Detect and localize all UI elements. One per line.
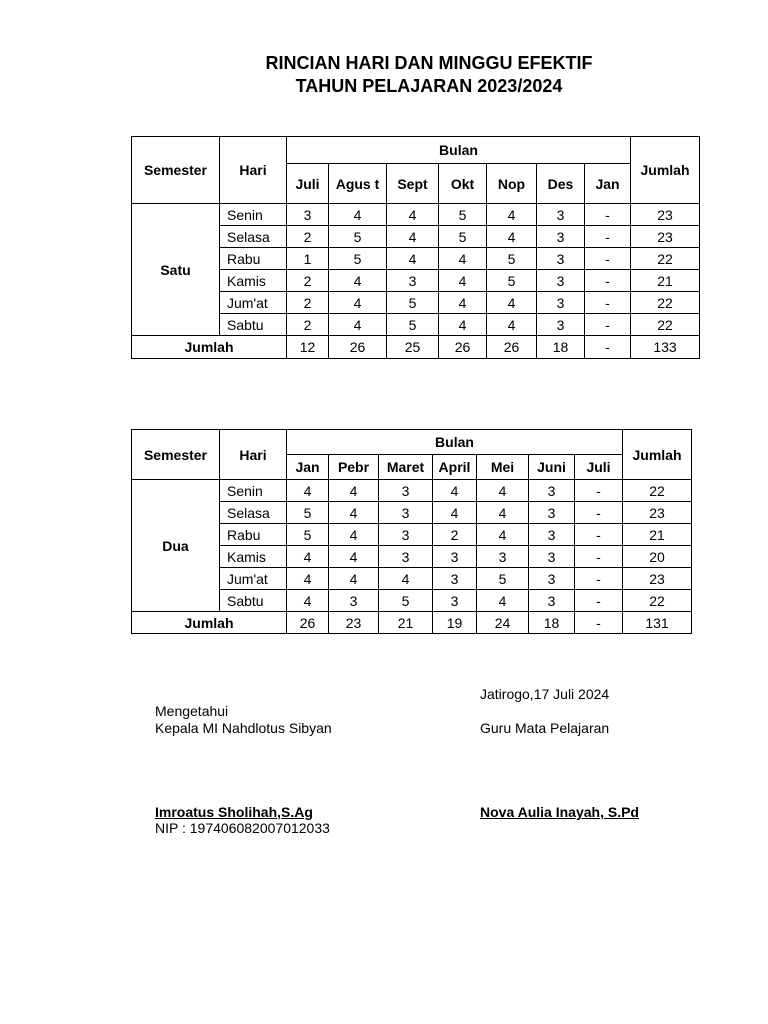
- month-header: Agus t: [329, 164, 387, 204]
- table-row: [132, 480, 692, 502]
- day-count: 3: [477, 546, 529, 568]
- jumlah-header: Jumlah: [623, 430, 692, 480]
- grand-total: 133: [631, 336, 700, 359]
- teacher-name: Nova Aulia Inayah, S.Pd: [480, 804, 639, 820]
- day-name: Senin: [220, 204, 287, 226]
- grand-total: 131: [623, 612, 692, 634]
- day-count: 3: [329, 590, 379, 612]
- month-total: 26: [487, 336, 537, 359]
- day-count: 3: [433, 546, 477, 568]
- day-count: 3: [433, 568, 477, 590]
- day-count: 4: [477, 502, 529, 524]
- month-total: 18: [537, 336, 585, 359]
- month-header: Des: [537, 164, 585, 204]
- day-count: 3: [379, 480, 433, 502]
- row-total: 21: [631, 270, 700, 292]
- day-count: 3: [529, 502, 575, 524]
- day-count: 3: [287, 204, 329, 226]
- semester-name: Dua: [132, 480, 220, 612]
- month-header: Mei: [477, 455, 529, 480]
- day-count: 3: [537, 226, 585, 248]
- day-count: 3: [537, 314, 585, 336]
- month-header: Juli: [287, 164, 329, 204]
- row-total: 23: [631, 204, 700, 226]
- month-total: 12: [287, 336, 329, 359]
- day-count: -: [585, 204, 631, 226]
- day-count: 3: [537, 204, 585, 226]
- day-count: 5: [439, 204, 487, 226]
- day-count: 4: [487, 314, 537, 336]
- teacher-title: Guru Mata Pelajaran: [480, 720, 610, 736]
- row-total: 21: [623, 524, 692, 546]
- day-count: 4: [329, 524, 379, 546]
- day-count: 4: [487, 204, 537, 226]
- jumlah-header: Jumlah: [631, 137, 700, 204]
- day-count: 3: [537, 248, 585, 270]
- month-header: Maret: [379, 455, 433, 480]
- day-count: -: [585, 292, 631, 314]
- day-count: 4: [433, 502, 477, 524]
- table-row: [132, 204, 700, 226]
- day-name: Rabu: [220, 248, 287, 270]
- headmaster-title: Kepala MI Nahdlotus Sibyan: [155, 720, 332, 736]
- document-subtitle: TAHUN PELAJARAN 2023/2024: [295, 76, 563, 96]
- day-count: 5: [439, 226, 487, 248]
- month-total: 18: [529, 612, 575, 634]
- day-name: Kamis: [220, 546, 287, 568]
- day-count: -: [585, 226, 631, 248]
- day-count: -: [575, 524, 623, 546]
- day-name: Rabu: [220, 524, 287, 546]
- day-name: Jum'at: [220, 292, 287, 314]
- day-count: 4: [387, 248, 439, 270]
- row-total: 22: [631, 292, 700, 314]
- month-header: Okt: [439, 164, 487, 204]
- month-header: Jan: [585, 164, 631, 204]
- hari-header: Hari: [220, 137, 287, 204]
- day-count: 4: [387, 226, 439, 248]
- day-name: Selasa: [220, 226, 287, 248]
- day-name: Jum'at: [220, 568, 287, 590]
- day-count: 4: [287, 480, 329, 502]
- day-count: 4: [487, 226, 537, 248]
- day-count: 2: [433, 524, 477, 546]
- day-count: 3: [379, 524, 433, 546]
- day-count: 4: [329, 204, 387, 226]
- totals-label: Jumlah: [132, 612, 287, 634]
- day-name: Senin: [220, 480, 287, 502]
- header-row: [132, 430, 692, 455]
- day-count: 2: [287, 270, 329, 292]
- day-count: 3: [387, 270, 439, 292]
- day-count: 3: [433, 590, 477, 612]
- day-count: 4: [477, 480, 529, 502]
- bulan-header: Bulan: [287, 137, 631, 164]
- day-count: 4: [287, 590, 329, 612]
- day-count: 3: [537, 292, 585, 314]
- headmaster-nip: NIP : 197406082007012033: [155, 820, 330, 836]
- day-count: 4: [329, 502, 379, 524]
- month-header: Nop: [487, 164, 537, 204]
- day-count: -: [575, 546, 623, 568]
- day-count: 4: [439, 270, 487, 292]
- day-count: 3: [537, 270, 585, 292]
- acknowledged-label: Mengetahui: [155, 703, 229, 719]
- day-count: 1: [287, 248, 329, 270]
- header-row: [132, 137, 700, 164]
- day-name: Kamis: [220, 270, 287, 292]
- day-count: 5: [287, 502, 329, 524]
- day-count: 4: [439, 248, 487, 270]
- day-count: 4: [433, 480, 477, 502]
- day-count: 4: [329, 270, 387, 292]
- day-count: 5: [329, 226, 387, 248]
- day-count: 3: [379, 502, 433, 524]
- day-count: 4: [487, 292, 537, 314]
- day-count: 5: [487, 270, 537, 292]
- day-count: 2: [287, 292, 329, 314]
- day-count: -: [585, 314, 631, 336]
- month-header: Jan: [287, 455, 329, 480]
- day-count: 5: [287, 524, 329, 546]
- day-count: -: [575, 502, 623, 524]
- day-count: 2: [287, 314, 329, 336]
- hari-header: Hari: [220, 430, 287, 480]
- semester-1-table: [131, 136, 700, 359]
- day-count: 4: [329, 292, 387, 314]
- day-count: 3: [529, 568, 575, 590]
- day-count: 4: [329, 546, 379, 568]
- semester-name: Satu: [132, 204, 220, 336]
- day-count: -: [585, 248, 631, 270]
- day-count: 4: [329, 568, 379, 590]
- bulan-header: Bulan: [287, 430, 623, 455]
- row-total: 22: [623, 590, 692, 612]
- semester-2-table: [131, 429, 692, 634]
- month-header: Sept: [387, 164, 439, 204]
- row-total: 20: [623, 546, 692, 568]
- day-count: 5: [487, 248, 537, 270]
- day-count: 4: [329, 314, 387, 336]
- semester-header: Semester: [132, 137, 220, 204]
- totals-label: Jumlah: [132, 336, 287, 359]
- row-total: 23: [623, 568, 692, 590]
- document-title: RINCIAN HARI DAN MINGGU EFEKTIF: [265, 53, 593, 73]
- row-total: 22: [631, 248, 700, 270]
- month-total: 21: [379, 612, 433, 634]
- month-total: 26: [287, 612, 329, 634]
- row-total: 23: [623, 502, 692, 524]
- row-total: 22: [623, 480, 692, 502]
- day-count: 4: [477, 590, 529, 612]
- day-count: -: [585, 270, 631, 292]
- day-count: 5: [387, 292, 439, 314]
- day-count: 4: [477, 524, 529, 546]
- day-count: 5: [379, 590, 433, 612]
- totals-row: [132, 612, 692, 634]
- month-total: 26: [439, 336, 487, 359]
- row-total: 23: [631, 226, 700, 248]
- day-count: 4: [387, 204, 439, 226]
- month-header: Juli: [575, 455, 623, 480]
- month-total: 25: [387, 336, 439, 359]
- day-count: 4: [379, 568, 433, 590]
- day-name: Sabtu: [220, 590, 287, 612]
- day-count: 3: [529, 546, 575, 568]
- month-total: 26: [329, 336, 387, 359]
- semester-header: Semester: [132, 430, 220, 480]
- month-total: -: [585, 336, 631, 359]
- month-total: 23: [329, 612, 379, 634]
- day-count: 3: [379, 546, 433, 568]
- month-total: 19: [433, 612, 477, 634]
- day-count: 2: [287, 226, 329, 248]
- headmaster-name: Imroatus Sholihah,S.Ag: [155, 804, 313, 820]
- month-header: Juni: [529, 455, 575, 480]
- day-name: Selasa: [220, 502, 287, 524]
- day-count: -: [575, 568, 623, 590]
- place-date: Jatirogo,17 Juli 2024: [480, 686, 610, 702]
- day-count: 3: [529, 524, 575, 546]
- day-count: 4: [439, 314, 487, 336]
- day-count: 5: [329, 248, 387, 270]
- day-name: Sabtu: [220, 314, 287, 336]
- day-count: 3: [529, 590, 575, 612]
- day-count: 4: [329, 480, 379, 502]
- day-count: 4: [439, 292, 487, 314]
- row-total: 22: [631, 314, 700, 336]
- day-count: 3: [529, 480, 575, 502]
- totals-row: [132, 336, 700, 359]
- day-count: 5: [477, 568, 529, 590]
- month-header: Pebr: [329, 455, 379, 480]
- month-total: 24: [477, 612, 529, 634]
- month-total: -: [575, 612, 623, 634]
- day-count: 4: [287, 568, 329, 590]
- day-count: 4: [287, 546, 329, 568]
- day-count: -: [575, 590, 623, 612]
- day-count: 5: [387, 314, 439, 336]
- day-count: -: [575, 480, 623, 502]
- month-header: April: [433, 455, 477, 480]
